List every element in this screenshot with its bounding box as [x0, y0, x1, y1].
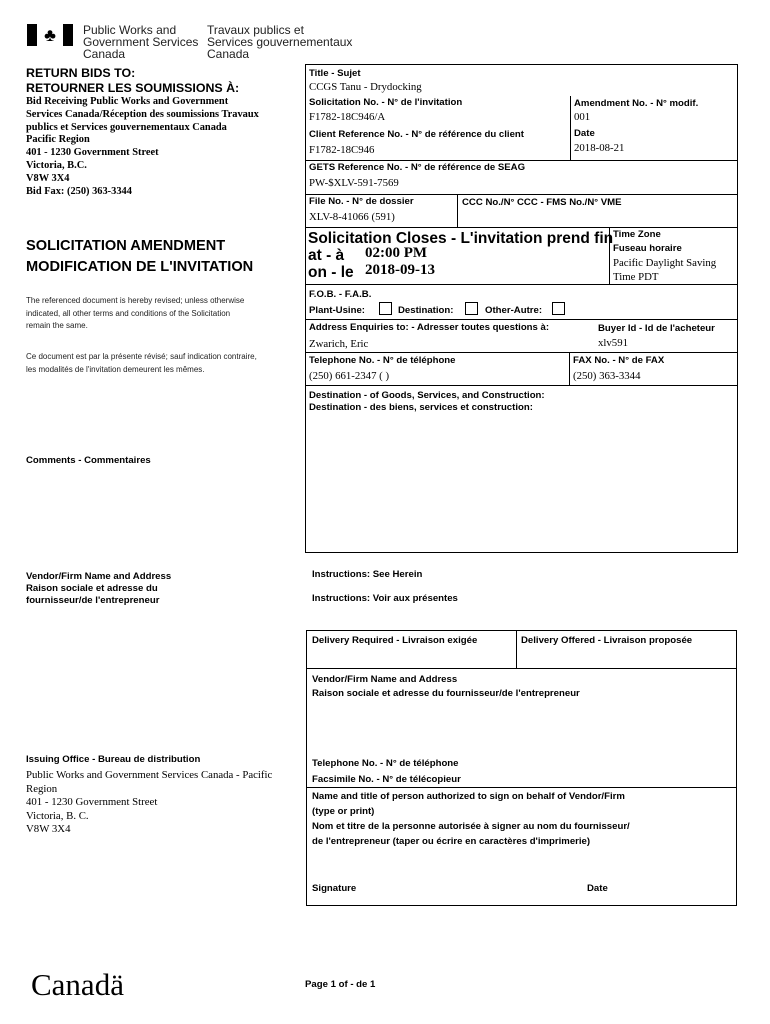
- signature-label: Signature: [312, 883, 357, 894]
- destination-label: Destination:: [398, 305, 454, 316]
- title-label: Title - Sujet: [309, 68, 361, 79]
- return-bids-heading: RETURN BIDS TO: RETOURNER LES SOUMISSIONS À:: [26, 66, 240, 95]
- revised-notice-en: The referenced document is hereby revised; unless otherwise indicated, all other terms and conditions of the Solicitation remain the same.: [26, 296, 245, 330]
- page-number: Page 1 of - de 1: [305, 979, 376, 990]
- delivery-offered-label: Delivery Offered - Livraison proposée: [521, 635, 693, 646]
- authorized-person-label-fr: Nom et titre de la personne autorisée à signer au nom du fournisseur/: [312, 821, 630, 832]
- buyer-id-label: Buyer Id - Id de l'acheteur: [598, 323, 715, 334]
- vendor-facsimile-label: Facsimile No. - N° de télécopieur: [312, 774, 461, 785]
- other-autre-checkbox[interactable]: [552, 302, 565, 315]
- department-name-fr: Travaux publics et Services gouvernementaux Canada: [207, 23, 353, 61]
- title-value: CCGS Tanu - Drydocking: [309, 81, 422, 93]
- closing-date-value: 2018-09-13: [365, 262, 435, 278]
- other-autre-label: Other-Autre:: [485, 305, 543, 316]
- date-value: 2018-08-21: [574, 142, 625, 154]
- bid-receiving-address: Bid Receiving Public Works and Government Services Canada/Réception des soumissions Travaux publics et Services gouvernementaux Canada Pacific Region 401 - 1230 Government Street Victoria, B.C. V8W 3X4 Bid Fax: (250) 363-3344: [26, 96, 259, 197]
- time-zone-label-fr: Fuseau horaire: [613, 243, 682, 254]
- department-name-en: Public Works and Government Services Canada: [83, 23, 199, 61]
- vendor-name-label-left: Vendor/Firm Name and Address Raison sociale et adresse du fournisseur/de l'entrepreneur: [26, 571, 172, 606]
- ccc-number-label: CCC No./N° CCC - FMS No./N° VME: [462, 197, 622, 208]
- delivery-required-label: Delivery Required - Livraison exigée: [312, 635, 478, 646]
- file-number-label: File No. - N° de dossier: [309, 196, 414, 207]
- destination-goods-label-en: Destination - of Goods, Services, and Construction:: [309, 390, 545, 401]
- instructions-fr: Instructions: Voir aux présentes: [312, 593, 458, 604]
- telephone-value: (250) 661-2347 ( ): [309, 370, 390, 382]
- issuing-office-address: Public Works and Government Services Canada - Pacific Region 401 - 1230 Government Street Victoria, B. C. V8W 3X4: [26, 769, 273, 835]
- vendor-name-label-fr: Raison sociale et adresse du fournisseur/de l'entrepreneur: [312, 688, 580, 699]
- plant-usine-checkbox[interactable]: [379, 302, 392, 315]
- address-enquiries-value: Zwarich, Eric: [309, 338, 369, 350]
- closing-at-label: at - à: [308, 247, 345, 264]
- address-enquiries-label: Address Enquiries to: - Adresser toutes questions à:: [309, 322, 550, 333]
- authorized-type-or-print-fr: de l'entrepreneur (taper ou écrire en caractères d'imprimerie): [312, 836, 591, 847]
- issuing-office-label: Issuing Office - Bureau de distribution: [26, 754, 201, 765]
- file-number-value: XLV-8-41066 (591): [309, 211, 395, 223]
- date-label: Date: [574, 128, 595, 139]
- closing-time-value: 02:00 PM: [365, 245, 428, 261]
- destination-checkbox[interactable]: [465, 302, 478, 315]
- gets-reference-value: PW-$XLV-591-7569: [309, 177, 399, 189]
- plant-usine-label: Plant-Usine:: [309, 305, 365, 316]
- amendment-number-value: 001: [574, 111, 591, 123]
- signature-date-label: Date: [587, 883, 608, 894]
- telephone-label: Telephone No. - N° de téléphone: [309, 355, 456, 366]
- time-zone-value-2: Time PDT: [613, 271, 659, 283]
- client-reference-value: F1782-18C946: [309, 144, 375, 156]
- authorized-person-label: Name and title of person authorized to sign on behalf of Vendor/Firm: [312, 791, 625, 802]
- solicitation-number-value: F1782-18C946/A: [309, 111, 386, 123]
- comments-label: Comments - Commentaires: [26, 455, 151, 466]
- buyer-id-value: xlv591: [598, 337, 628, 349]
- vendor-telephone-label: Telephone No. - N° de téléphone: [312, 758, 459, 769]
- revised-notice-fr: Ce document est par la présente révisé; sauf indication contraire, les modalités de l'invitation demeurent les mêmes.: [26, 352, 257, 374]
- amendment-title: SOLICITATION AMENDMENT MODIFICATION DE L'INVITATION: [26, 238, 254, 275]
- instructions-en: Instructions: See Herein: [312, 569, 423, 580]
- canada-wordmark: Canadä: [31, 967, 124, 1002]
- time-zone-label-en: Time Zone: [613, 229, 661, 240]
- solicitation-number-label: Solicitation No. - N° de l'invitation: [309, 97, 463, 108]
- client-reference-label: Client Reference No. - N° de référence du client: [309, 129, 524, 140]
- fob-label: F.O.B. - F.A.B.: [309, 289, 372, 300]
- closing-on-label: on - le: [308, 264, 354, 281]
- canada-flag-icon: ♣: [27, 24, 73, 46]
- authorized-type-or-print: (type or print): [312, 806, 375, 817]
- fax-label: FAX No. - N° de FAX: [573, 355, 665, 366]
- amendment-number-label: Amendment No. - N° modif.: [574, 98, 699, 109]
- fax-value: (250) 363-3344: [573, 370, 641, 382]
- time-zone-value: Pacific Daylight Saving: [613, 257, 717, 269]
- destination-goods-label-fr: Destination - des biens, services et construction:: [309, 402, 533, 413]
- solicitation-closes-label: Solicitation Closes - L'invitation prend fin: [308, 230, 614, 247]
- gets-reference-label: GETS Reference No. - N° de référence de SEAG: [309, 162, 526, 173]
- vendor-name-label: Vendor/Firm Name and Address: [312, 674, 458, 685]
